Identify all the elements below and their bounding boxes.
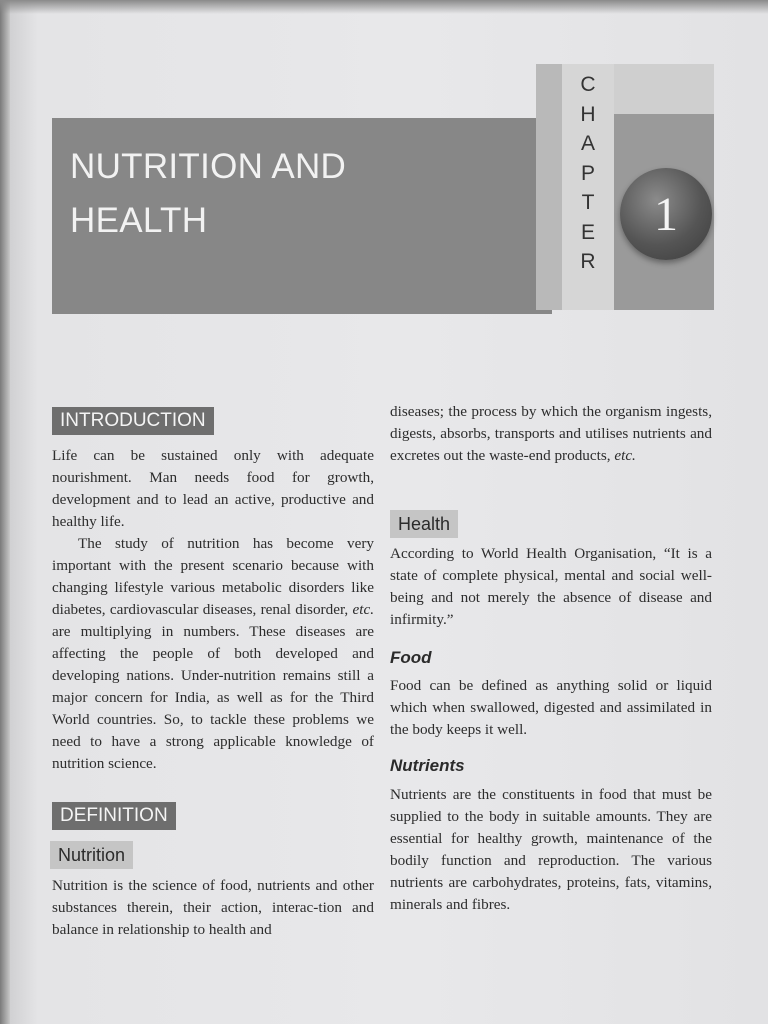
intro-p2-text-a: The study of nutrition has become very important with the present scenario because with changing lifestyle various metabolic disorders like diabetes, cardiovascular diseases, renal disorder,: [52, 535, 374, 618]
chapter-letter: E: [580, 220, 595, 244]
definition-heading: DEFINITION: [52, 802, 176, 830]
health-paragraph: According to World Health Organisation, “It is a state of complete physical, mental and social well-being and not merely the absence of disease and infirmity.”: [390, 545, 712, 628]
nutrients-heading: Nutrients: [390, 756, 465, 775]
chapter-letter: H: [580, 102, 596, 126]
food-paragraph: Food can be defined as anything solid or liquid which when swallowed, digested and assimilated in the body keeps it well.: [390, 677, 712, 738]
health-heading: Health: [390, 510, 458, 538]
chapter-number-panel-top: [614, 64, 714, 114]
page-top-shadow: [0, 0, 768, 14]
chapter-letter: C: [580, 73, 596, 96]
definition-continued-paragraph: [390, 401, 712, 467]
intro-paragraph-2: [52, 533, 374, 775]
chapter-letter: P: [580, 161, 595, 185]
chapter-number: 1: [654, 188, 678, 241]
intro-p2-text-b: are multiplying in numbers. These diseases are affecting the people of both developed and developing nations. Under-nutrition remains still a major concern for India, as well as for the Third World countries. So, to tackle these problems we need to have a strong applicable knowledge of nutrition science.: [52, 623, 374, 772]
intro-p2-etc: etc.: [352, 601, 374, 618]
chapter-title-line1: NUTRITION AND: [70, 147, 347, 186]
chapter-title-line2: HEALTH: [70, 201, 208, 240]
chapter-title: [70, 140, 490, 248]
food-heading: Food: [390, 648, 432, 667]
page-left-edge: [0, 0, 10, 1024]
nutrition-paragraph: Nutrition is the science of food, nutrients and other substances therein, their action, interac-tion and balance in relationship to health and: [52, 877, 374, 938]
nutrition-heading: Nutrition: [50, 841, 133, 869]
chapter-letter: R: [580, 250, 596, 273]
chapter-vertical-label: [562, 70, 614, 277]
cont-text: diseases; the process by which the organism ingests, digests, absorbs, transports and utilises nutrients and excretes out the waste-end products,: [390, 403, 712, 464]
cont-etc: etc.: [614, 447, 636, 464]
intro-paragraph-1: Life can be sustained only with adequate nourishment. Man needs food for growth, development and to lead an active, productive and healthy life.: [52, 447, 374, 530]
chapter-letter: A: [580, 132, 595, 155]
chapter-letter: T: [581, 191, 595, 214]
introduction-heading: INTRODUCTION: [52, 407, 214, 435]
nutrients-paragraph: Nutrients are the constituents in food that must be supplied to the body in suitable amounts. They are essential for healthy growth, maintenance of the bodily function and reproduction. The various nutrients are carbohydrates, proteins, fats, vitamins, minerals and fibres.: [390, 786, 712, 913]
